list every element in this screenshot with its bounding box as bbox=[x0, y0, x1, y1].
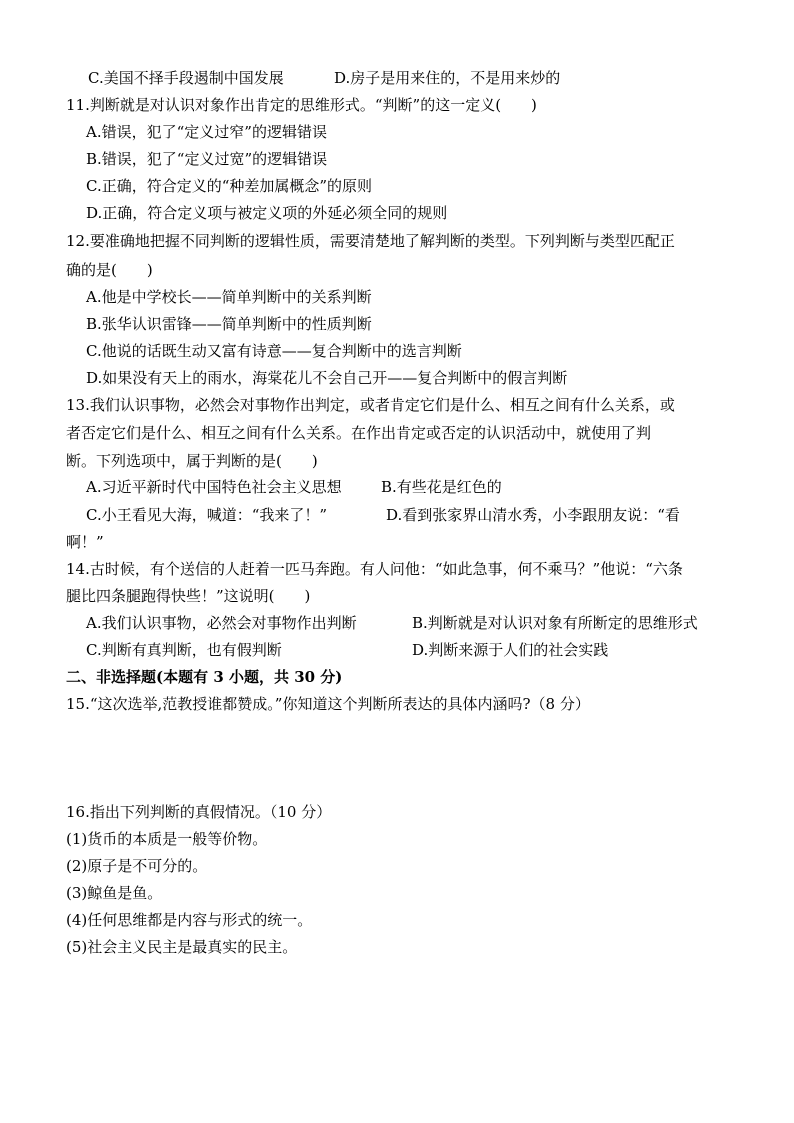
q11-stem: 11.判断就是对认识对象作出肯定的思维形式。“判断”的这一定义( ) bbox=[66, 96, 537, 114]
q12-stem-line1: 12.要准确地把握不同判断的逻辑性质，需要清楚地了解判断的类型。下列判断与类型匹配正 bbox=[66, 232, 675, 250]
q16-stem: 16.指出下列判断的真假情况。（10 分） bbox=[66, 803, 332, 821]
q13-option-c: C.小王看见大海，喊道：“我来了！” bbox=[86, 506, 328, 524]
q15-stem: 15.“这次选举,范教授谁都赞成。”你知道这个判断所表达的具体内涵吗?（8 分） bbox=[66, 695, 590, 713]
q13-option-d-continued: 啊！” bbox=[66, 533, 104, 551]
q16-item-3: (3)鲸鱼是鱼。 bbox=[66, 884, 163, 902]
q13-stem-line1: 13.我们认识事物，必然会对事物作出判定，或者肯定它们是什么、相互之间有什么关系，或 bbox=[66, 396, 675, 414]
q16-item-4: (4)任何思维都是内容与形式的统一。 bbox=[66, 911, 313, 929]
q14-option-d: D.判断来源于人们的社会实践 bbox=[412, 641, 609, 659]
q14-option-b: B.判断就是对认识对象有所断定的思维形式 bbox=[412, 614, 698, 632]
q13-option-a: A.习近平新时代中国特色社会主义思想 bbox=[86, 478, 342, 496]
q11-option-d: D.正确，符合定义项与被定义项的外延必须全同的规则 bbox=[86, 204, 448, 222]
q14-options-row-2 bbox=[86, 640, 609, 660]
q14-stem-line2: 腿比四条腿跑得快些！”这说明( ) bbox=[66, 587, 311, 605]
q13-option-b: B.有些花是红色的 bbox=[381, 478, 502, 496]
q14-option-a: A.我们认识事物，必然会对事物作出判断 bbox=[86, 614, 357, 632]
section-title-non-choice: 二、非选择题(本题有 3 小题，共 30 分) bbox=[66, 668, 343, 686]
q14-stem-line1: 14.古时候，有个送信的人赶着一匹马奔跑。有人问他：“如此急事，何不乘马？”他说：“六条 bbox=[66, 560, 683, 578]
q13-options-row-2 bbox=[86, 505, 680, 525]
q12-option-b: B.张华认识雷锋——简单判断中的性质判断 bbox=[86, 315, 372, 333]
q13-option-d: D.看到张家界山清水秀，小李跟朋友说：“看 bbox=[386, 506, 680, 524]
q10-option-c: C.美国不择手段遏制中国发展 bbox=[88, 69, 284, 87]
q13-options-row-1 bbox=[86, 477, 502, 497]
q11-option-c: C.正确，符合定义的“种差加属概念”的原则 bbox=[86, 177, 373, 195]
q14-option-c: C.判断有真判断，也有假判断 bbox=[86, 641, 282, 659]
q13-stem-line2: 者否定它们是什么、相互之间有什么关系。在作出肯定或否定的认识活动中，就使用了判 bbox=[66, 424, 652, 442]
q16-item-2: (2)原子是不可分的。 bbox=[66, 857, 208, 875]
q12-option-a: A.他是中学校长——简单判断中的关系判断 bbox=[86, 288, 372, 306]
q13-stem-line3: 断。下列选项中，属于判断的是( ) bbox=[66, 452, 318, 470]
q12-option-c: C.他说的话既生动又富有诗意——复合判断中的选言判断 bbox=[86, 342, 462, 360]
q14-options-row-1 bbox=[86, 613, 698, 633]
q16-item-5: (5)社会主义民主是最真实的民主。 bbox=[66, 938, 298, 956]
q10-option-d: D.房子是用来住的，不是用来炒的 bbox=[334, 69, 561, 87]
q11-option-b: B.错误，犯了“定义过宽”的逻辑错误 bbox=[86, 150, 328, 168]
q12-option-d: D.如果没有天上的雨水，海棠花儿不会自己开——复合判断中的假言判断 bbox=[86, 369, 568, 387]
q16-item-1: (1)货币的本质是一般等价物。 bbox=[66, 830, 268, 848]
q10-options-row bbox=[88, 68, 561, 88]
q12-stem-line2: 确的是( ) bbox=[66, 261, 153, 279]
q11-option-a: A.错误，犯了“定义过窄”的逻辑错误 bbox=[86, 123, 327, 141]
